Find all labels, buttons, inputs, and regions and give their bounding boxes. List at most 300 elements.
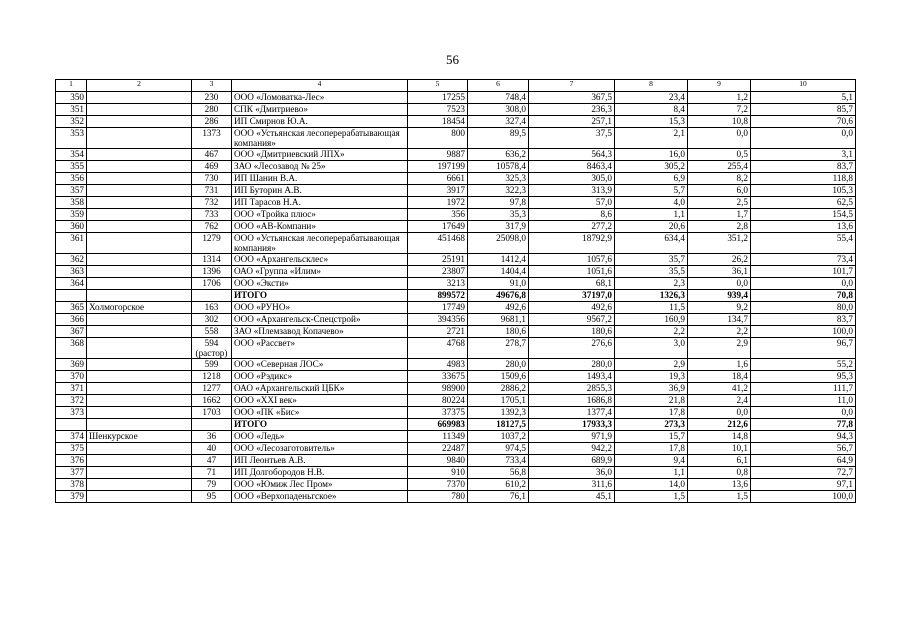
value-cell: 37197,0 xyxy=(529,290,615,302)
value-cell: 36,0 xyxy=(529,467,615,479)
value-cell: 280,0 xyxy=(529,359,615,371)
value-cell: 9681,1 xyxy=(468,314,529,326)
row-number: 379 xyxy=(56,491,87,503)
value-cell: 278,7 xyxy=(468,338,529,359)
value-cell: 1705,1 xyxy=(468,395,529,407)
value-cell: 10,1 xyxy=(688,443,751,455)
table-row xyxy=(56,116,856,128)
value-cell: 197199 xyxy=(408,161,468,173)
value-cell: 89,5 xyxy=(468,128,529,149)
value-cell: 101,7 xyxy=(751,266,856,278)
value-cell: 98900 xyxy=(408,383,468,395)
value-cell: 55,2 xyxy=(751,359,856,371)
table-row xyxy=(56,197,856,209)
table-row xyxy=(56,371,856,383)
organization-name: ООО «Архангельсклес» xyxy=(232,254,408,266)
value-cell: 356 xyxy=(408,209,468,221)
row-number xyxy=(56,290,87,302)
value-cell: 10578,4 xyxy=(468,161,529,173)
value-cell: 35,7 xyxy=(615,254,688,266)
value-cell: 7370 xyxy=(408,479,468,491)
code-cell: 762 xyxy=(192,221,232,233)
value-cell: 212,6 xyxy=(688,419,751,431)
value-cell: 64,9 xyxy=(751,455,856,467)
value-cell: 1051,6 xyxy=(529,266,615,278)
row-number: 374 xyxy=(56,431,87,443)
value-cell: 80,0 xyxy=(751,302,856,314)
value-cell: 1972 xyxy=(408,197,468,209)
code-cell: 1706 xyxy=(192,278,232,290)
value-cell: 17,8 xyxy=(615,407,688,419)
value-cell: 2,8 xyxy=(688,221,751,233)
value-cell: 942,2 xyxy=(529,443,615,455)
district-cell xyxy=(87,173,192,185)
value-cell: 7,2 xyxy=(688,104,751,116)
code-cell: 302 xyxy=(192,314,232,326)
district-cell xyxy=(87,491,192,503)
value-cell: 2,5 xyxy=(688,197,751,209)
code-cell: 730 xyxy=(192,173,232,185)
value-cell: 3213 xyxy=(408,278,468,290)
value-cell: 15,7 xyxy=(615,431,688,443)
value-cell: 0,0 xyxy=(751,407,856,419)
value-cell: 70,6 xyxy=(751,116,856,128)
value-cell: 1037,2 xyxy=(468,431,529,443)
organization-name: ООО «Лесозаготовитель» xyxy=(232,443,408,455)
organization-name: ООО «Эксти» xyxy=(232,278,408,290)
value-cell: 1,5 xyxy=(688,491,751,503)
organization-name: ООО «РУНО» xyxy=(232,302,408,314)
value-cell: 5,1 xyxy=(751,92,856,104)
code-cell: 1703 xyxy=(192,407,232,419)
value-cell: 23,4 xyxy=(615,92,688,104)
organization-name: ЗАО «Лесозавод № 25» xyxy=(232,161,408,173)
district-cell xyxy=(87,161,192,173)
value-cell: 13,6 xyxy=(751,221,856,233)
value-cell: 160,9 xyxy=(615,314,688,326)
code-cell: 1279 xyxy=(192,233,232,254)
value-cell: 1,6 xyxy=(688,359,751,371)
value-cell: 322,3 xyxy=(468,185,529,197)
code-cell: 1218 xyxy=(192,371,232,383)
code-cell: 599 xyxy=(192,359,232,371)
header-cell: 8 xyxy=(615,80,688,92)
value-cell: 8463,4 xyxy=(529,161,615,173)
district-cell xyxy=(87,467,192,479)
value-cell: 36,9 xyxy=(615,383,688,395)
value-cell: 394356 xyxy=(408,314,468,326)
value-cell: 636,2 xyxy=(468,149,529,161)
code-cell: 1314 xyxy=(192,254,232,266)
table-row xyxy=(56,254,856,266)
header-cell: 5 xyxy=(408,80,468,92)
value-cell: 41,2 xyxy=(688,383,751,395)
value-cell: 257,1 xyxy=(529,116,615,128)
value-cell: 305,2 xyxy=(615,161,688,173)
code-cell: 1277 xyxy=(192,383,232,395)
value-cell: 72,7 xyxy=(751,467,856,479)
value-cell: 70,8 xyxy=(751,290,856,302)
organization-name: ИП Шанин В.А. xyxy=(232,173,408,185)
value-cell: 2855,3 xyxy=(529,383,615,395)
district-cell xyxy=(87,221,192,233)
code-cell: 467 xyxy=(192,149,232,161)
value-cell: 14,0 xyxy=(615,479,688,491)
value-cell: 1,1 xyxy=(615,209,688,221)
value-cell: 564,3 xyxy=(529,149,615,161)
organization-name: ООО «Верхопаденьгское» xyxy=(232,491,408,503)
organization-name: СПК «Дмитриево» xyxy=(232,104,408,116)
table-row xyxy=(56,359,856,371)
value-cell: 45,1 xyxy=(529,491,615,503)
value-cell: 1509,6 xyxy=(468,371,529,383)
district-cell xyxy=(87,92,192,104)
value-cell: 8,4 xyxy=(615,104,688,116)
district-cell xyxy=(87,128,192,149)
row-number: 372 xyxy=(56,395,87,407)
value-cell: 11,5 xyxy=(615,302,688,314)
value-cell: 6661 xyxy=(408,173,468,185)
value-cell: 325,3 xyxy=(468,173,529,185)
organization-name: ИТОГО xyxy=(232,290,408,302)
value-cell: 11349 xyxy=(408,431,468,443)
value-cell: 17649 xyxy=(408,221,468,233)
value-cell: 17,8 xyxy=(615,443,688,455)
value-cell: 37375 xyxy=(408,407,468,419)
value-cell: 910 xyxy=(408,467,468,479)
table-row xyxy=(56,479,856,491)
value-cell: 35,3 xyxy=(468,209,529,221)
value-cell: 2,2 xyxy=(615,326,688,338)
district-cell xyxy=(87,197,192,209)
value-cell: 255,4 xyxy=(688,161,751,173)
district-cell: Холмогорское xyxy=(87,302,192,314)
district-cell xyxy=(87,233,192,254)
value-cell: 800 xyxy=(408,128,468,149)
value-cell: 899572 xyxy=(408,290,468,302)
district-cell xyxy=(87,443,192,455)
value-cell: 95,3 xyxy=(751,371,856,383)
value-cell: 7523 xyxy=(408,104,468,116)
table-row xyxy=(56,185,856,197)
value-cell: 37,5 xyxy=(529,128,615,149)
value-cell: 118,8 xyxy=(751,173,856,185)
table-row xyxy=(56,278,856,290)
header-cell: 2 xyxy=(87,80,192,92)
row-number: 354 xyxy=(56,149,87,161)
organization-name: ООО «Устьянская лесоперерабатывающая компания» xyxy=(232,128,408,149)
code-cell xyxy=(192,290,232,302)
header-cell: 9 xyxy=(688,80,751,92)
value-cell: 83,7 xyxy=(751,161,856,173)
value-cell: 1392,3 xyxy=(468,407,529,419)
value-cell: 100,0 xyxy=(751,326,856,338)
district-cell xyxy=(87,338,192,359)
district-cell xyxy=(87,116,192,128)
value-cell: 748,4 xyxy=(468,92,529,104)
organization-name: ОАО «Архангельский ЦБК» xyxy=(232,383,408,395)
value-cell: 13,6 xyxy=(688,479,751,491)
district-cell xyxy=(87,479,192,491)
district-cell xyxy=(87,383,192,395)
value-cell: 4,0 xyxy=(615,197,688,209)
table-row xyxy=(56,395,856,407)
value-cell: 134,7 xyxy=(688,314,751,326)
code-cell: 732 xyxy=(192,197,232,209)
value-cell: 971,9 xyxy=(529,431,615,443)
organization-name: ООО «Ломоватка-Лес» xyxy=(232,92,408,104)
value-cell: 23807 xyxy=(408,266,468,278)
table-row xyxy=(56,233,856,254)
value-cell: 105,3 xyxy=(751,185,856,197)
table-row xyxy=(56,407,856,419)
value-cell: 83,7 xyxy=(751,314,856,326)
value-cell: 97,1 xyxy=(751,479,856,491)
organization-name: ОАО «Группа «Илим» xyxy=(232,266,408,278)
organization-name: ИП Смирнов Ю.А. xyxy=(232,116,408,128)
value-cell: 308,0 xyxy=(468,104,529,116)
table-row xyxy=(56,149,856,161)
table-row xyxy=(56,431,856,443)
value-cell: 327,4 xyxy=(468,116,529,128)
value-cell: 33675 xyxy=(408,371,468,383)
value-cell: 18454 xyxy=(408,116,468,128)
value-cell: 3,1 xyxy=(751,149,856,161)
code-cell: 40 xyxy=(192,443,232,455)
value-cell: 26,2 xyxy=(688,254,751,266)
value-cell: 85,7 xyxy=(751,104,856,116)
row-number: 357 xyxy=(56,185,87,197)
code-cell: 1396 xyxy=(192,266,232,278)
value-cell: 1,7 xyxy=(688,209,751,221)
code-cell: 71 xyxy=(192,467,232,479)
value-cell: 2886,2 xyxy=(468,383,529,395)
row-number: 365 xyxy=(56,302,87,314)
row-number: 358 xyxy=(56,197,87,209)
organization-name: ООО «Северная ЛОС» xyxy=(232,359,408,371)
organization-name: ООО «XXI век» xyxy=(232,395,408,407)
forestry-table xyxy=(55,79,856,503)
row-number: 373 xyxy=(56,407,87,419)
table-row xyxy=(56,104,856,116)
district-cell xyxy=(87,455,192,467)
value-cell: 55,4 xyxy=(751,233,856,254)
value-cell: 1,5 xyxy=(615,491,688,503)
value-cell: 17933,3 xyxy=(529,419,615,431)
header-cell: 10 xyxy=(751,80,856,92)
value-cell: 154,5 xyxy=(751,209,856,221)
code-cell: 230 xyxy=(192,92,232,104)
code-cell: 286 xyxy=(192,116,232,128)
value-cell: 77,8 xyxy=(751,419,856,431)
row-number: 359 xyxy=(56,209,87,221)
table-row xyxy=(56,173,856,185)
row-number: 375 xyxy=(56,443,87,455)
organization-name: ООО «Ледь» xyxy=(232,431,408,443)
district-cell xyxy=(87,395,192,407)
value-cell: 733,4 xyxy=(468,455,529,467)
organization-name: ООО «Рэдикс» xyxy=(232,371,408,383)
value-cell: 25098,0 xyxy=(468,233,529,254)
table-row xyxy=(56,221,856,233)
code-cell: 47 xyxy=(192,455,232,467)
organization-name: ООО «Рассвет» xyxy=(232,338,408,359)
value-cell: 1493,4 xyxy=(529,371,615,383)
district-cell xyxy=(87,149,192,161)
district-cell xyxy=(87,104,192,116)
organization-name: ЗАО «Племзавод Копачево» xyxy=(232,326,408,338)
organization-name: ИП Буторин А.В. xyxy=(232,185,408,197)
organization-name: ООО «Юмиж Лес Пром» xyxy=(232,479,408,491)
code-cell: 163 xyxy=(192,302,232,314)
table-row xyxy=(56,338,856,359)
row-number: 364 xyxy=(56,278,87,290)
table-row xyxy=(56,443,856,455)
value-cell: 56,7 xyxy=(751,443,856,455)
value-cell: 18,4 xyxy=(688,371,751,383)
value-cell: 180,6 xyxy=(529,326,615,338)
value-cell: 2,3 xyxy=(615,278,688,290)
row-number: 376 xyxy=(56,455,87,467)
row-number: 360 xyxy=(56,221,87,233)
table-row xyxy=(56,266,856,278)
value-cell: 1,1 xyxy=(615,467,688,479)
table-row xyxy=(56,314,856,326)
value-cell: 492,6 xyxy=(529,302,615,314)
row-number: 367 xyxy=(56,326,87,338)
value-cell: 25191 xyxy=(408,254,468,266)
table-row xyxy=(56,209,856,221)
organization-name: ИП Леонтьев А.В. xyxy=(232,455,408,467)
value-cell: 16,0 xyxy=(615,149,688,161)
code-cell: 469 xyxy=(192,161,232,173)
table-row xyxy=(56,491,856,503)
table-row xyxy=(56,302,856,314)
total-row xyxy=(56,419,856,431)
table-row xyxy=(56,92,856,104)
value-cell: 276,6 xyxy=(529,338,615,359)
value-cell: 2,2 xyxy=(688,326,751,338)
value-cell: 8,6 xyxy=(529,209,615,221)
district-cell xyxy=(87,419,192,431)
value-cell: 4983 xyxy=(408,359,468,371)
value-cell: 49676,8 xyxy=(468,290,529,302)
value-cell: 1686,8 xyxy=(529,395,615,407)
value-cell: 11,0 xyxy=(751,395,856,407)
district-cell xyxy=(87,371,192,383)
table-row xyxy=(56,326,856,338)
organization-name: ООО «Устьянская лесоперерабатывающая компания» xyxy=(232,233,408,254)
value-cell: 317,9 xyxy=(468,221,529,233)
value-cell: 56,8 xyxy=(468,467,529,479)
row-number: 350 xyxy=(56,92,87,104)
value-cell: 35,5 xyxy=(615,266,688,278)
value-cell: 17749 xyxy=(408,302,468,314)
district-cell: Шенкурское xyxy=(87,431,192,443)
header-cell: 1 xyxy=(56,80,87,92)
code-cell: 1373 xyxy=(192,128,232,149)
value-cell: 0,8 xyxy=(688,467,751,479)
value-cell: 9840 xyxy=(408,455,468,467)
value-cell: 62,5 xyxy=(751,197,856,209)
header-cell: 3 xyxy=(192,80,232,92)
value-cell: 0,0 xyxy=(751,278,856,290)
value-cell: 73,4 xyxy=(751,254,856,266)
row-number: 368 xyxy=(56,338,87,359)
value-cell: 492,6 xyxy=(468,302,529,314)
value-cell: 974,5 xyxy=(468,443,529,455)
table-row xyxy=(56,467,856,479)
district-cell xyxy=(87,359,192,371)
value-cell: 6,0 xyxy=(688,185,751,197)
district-cell xyxy=(87,314,192,326)
total-row xyxy=(56,290,856,302)
organization-name: ООО «АВ-Компани» xyxy=(232,221,408,233)
value-cell: 4768 xyxy=(408,338,468,359)
page-number: 56 xyxy=(446,52,459,67)
value-cell: 9,4 xyxy=(615,455,688,467)
row-number: 378 xyxy=(56,479,87,491)
value-cell: 9,2 xyxy=(688,302,751,314)
value-cell: 3917 xyxy=(408,185,468,197)
value-cell: 6,9 xyxy=(615,173,688,185)
row-number: 370 xyxy=(56,371,87,383)
value-cell: 0,0 xyxy=(688,407,751,419)
organization-name: ИП Долгобородов Н.В. xyxy=(232,467,408,479)
value-cell: 9567,2 xyxy=(529,314,615,326)
value-cell: 2,9 xyxy=(615,359,688,371)
row-number: 361 xyxy=(56,233,87,254)
value-cell: 14,8 xyxy=(688,431,751,443)
value-cell: 97,8 xyxy=(468,197,529,209)
value-cell: 18792,9 xyxy=(529,233,615,254)
value-cell: 451468 xyxy=(408,233,468,254)
district-cell xyxy=(87,254,192,266)
table-row xyxy=(56,383,856,395)
value-cell: 6,1 xyxy=(688,455,751,467)
row-number: 377 xyxy=(56,467,87,479)
district-cell xyxy=(87,266,192,278)
value-cell: 313,9 xyxy=(529,185,615,197)
code-cell: 79 xyxy=(192,479,232,491)
table-row xyxy=(56,128,856,149)
value-cell: 8,2 xyxy=(688,173,751,185)
code-cell: 733 xyxy=(192,209,232,221)
row-number: 371 xyxy=(56,383,87,395)
organization-name: ООО «Тройка плюс» xyxy=(232,209,408,221)
value-cell: 19,3 xyxy=(615,371,688,383)
code-cell: 95 xyxy=(192,491,232,503)
value-cell: 17255 xyxy=(408,92,468,104)
value-cell: 36,1 xyxy=(688,266,751,278)
value-cell: 780 xyxy=(408,491,468,503)
value-cell: 351,2 xyxy=(688,233,751,254)
header-cell: 4 xyxy=(232,80,408,92)
value-cell: 1,2 xyxy=(688,92,751,104)
value-cell: 1377,4 xyxy=(529,407,615,419)
value-cell: 10,8 xyxy=(688,116,751,128)
row-number: 369 xyxy=(56,359,87,371)
value-cell: 0,0 xyxy=(751,128,856,149)
code-cell: 1662 xyxy=(192,395,232,407)
code-cell: 36 xyxy=(192,431,232,443)
value-cell: 305,0 xyxy=(529,173,615,185)
value-cell: 2,1 xyxy=(615,128,688,149)
value-cell: 280,0 xyxy=(468,359,529,371)
value-cell: 2,9 xyxy=(688,338,751,359)
row-number: 366 xyxy=(56,314,87,326)
value-cell: 669983 xyxy=(408,419,468,431)
